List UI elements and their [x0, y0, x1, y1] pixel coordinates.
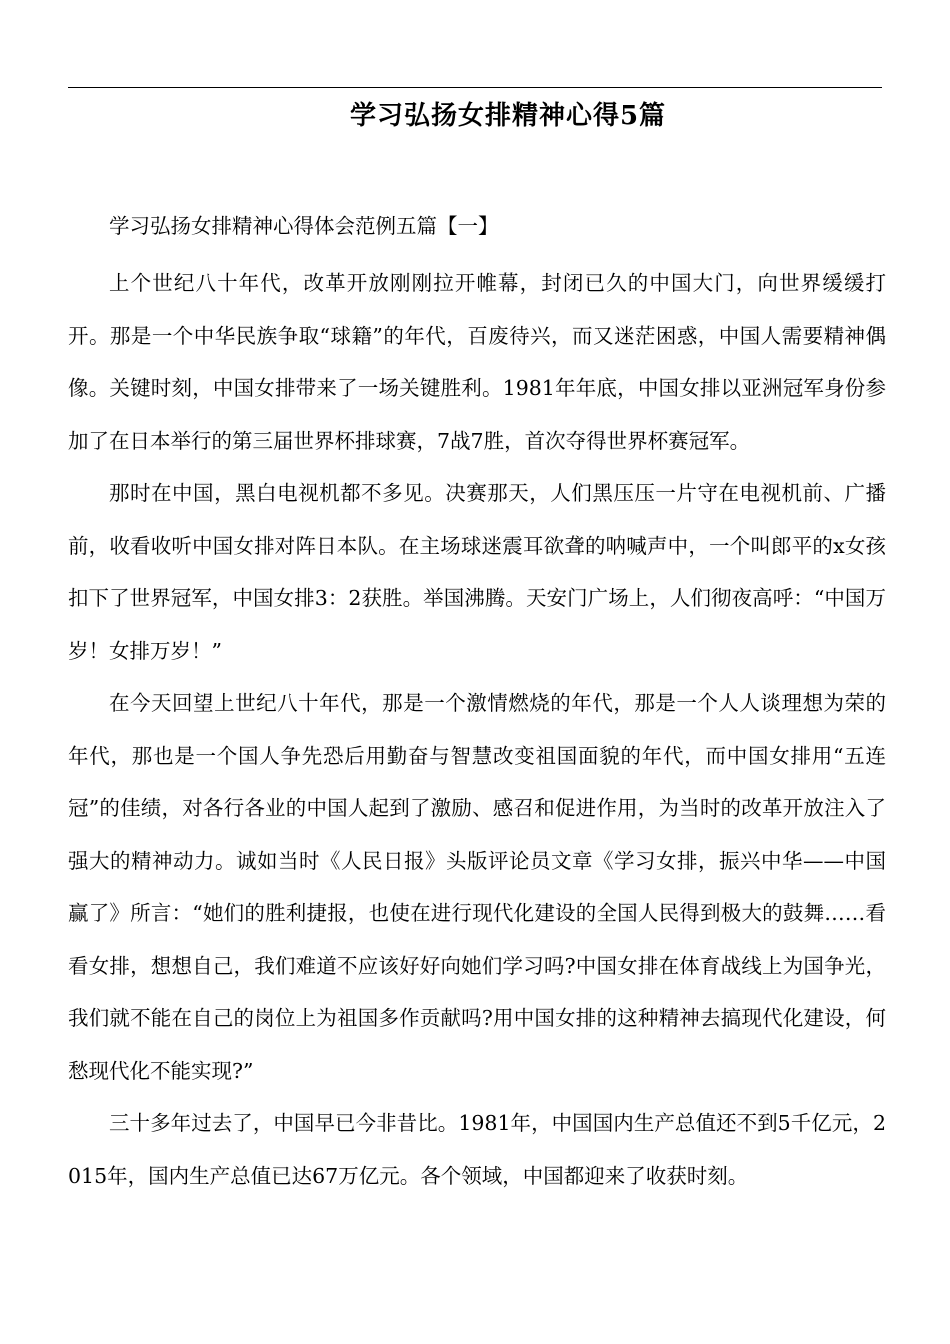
paragraph-1: 上个世纪八十年代，改革开放刚刚拉开帷幕，封闭已久的中国大门，向世界缓缓打开。那是一个中华民族争取“球籍”的年代，百废待兴，而又迷茫困惑，中国人需要精神偶像。关键时刻，中国女排带来了一场关键胜利。1981年年底，中国女排以亚洲冠军身份参加了在日本举行的第三届世界杯排球赛，7战7胜，首次夺得世界杯赛冠军。 [68, 271, 886, 453]
section-heading: 学习弘扬女排精神心得体会范例五篇【一】 [109, 214, 499, 238]
paragraph-2: 那时在中国，黑白电视机都不多见。决赛那天，人们黑压压一片守在电视机前、广播前，收看收听中国女排对阵日本队。在主场球迷震耳欲聋的呐喊声中，一个叫郎平的x女孩扣下了世界冠军，中国女排3：2获胜。举国沸腾。天安门广场上，人们彻夜高呼：“中国万岁！女排万岁！” [68, 481, 886, 663]
paragraph-3: 在今天回望上世纪八十年代，那是一个激情燃烧的年代，那是一个人人谈理想为荣的年代，那也是一个国人争先恐后用勤奋与智慧改变祖国面貌的年代，而中国女排用“五连冠”的佳绩，对各行各业的中国人起到了激励、感召和促进作用，为当时的改革开放注入了强大的精神动力。诚如当时《人民日报》头版评论员文章《学习女排，振兴中华——中国赢了》所言：“她们的胜利捷报，也使在进行现代化建设的全国人民得到极大的鼓舞……看看女排，想想自己，我们难道不应该好好向她们学习吗?中国女排在体育战线上为国争光，我们就不能在自己的岗位上为祖国多作贡献吗?用中国女排的这种精神去搞现代化建设，何愁现代化不能实现?” [68, 691, 886, 1083]
document-body [68, 205, 886, 1202]
paragraph-4: 三十多年过去了，中国早已今非昔比。1981年，中国国内生产总值还不到5千亿元，2015年，国内生产总值已达67万亿元。各个领域，中国都迎来了收获时刻。 [68, 1111, 886, 1188]
header-rule [68, 87, 882, 88]
document-title: 学习弘扬女排精神心得5篇 [349, 101, 667, 131]
